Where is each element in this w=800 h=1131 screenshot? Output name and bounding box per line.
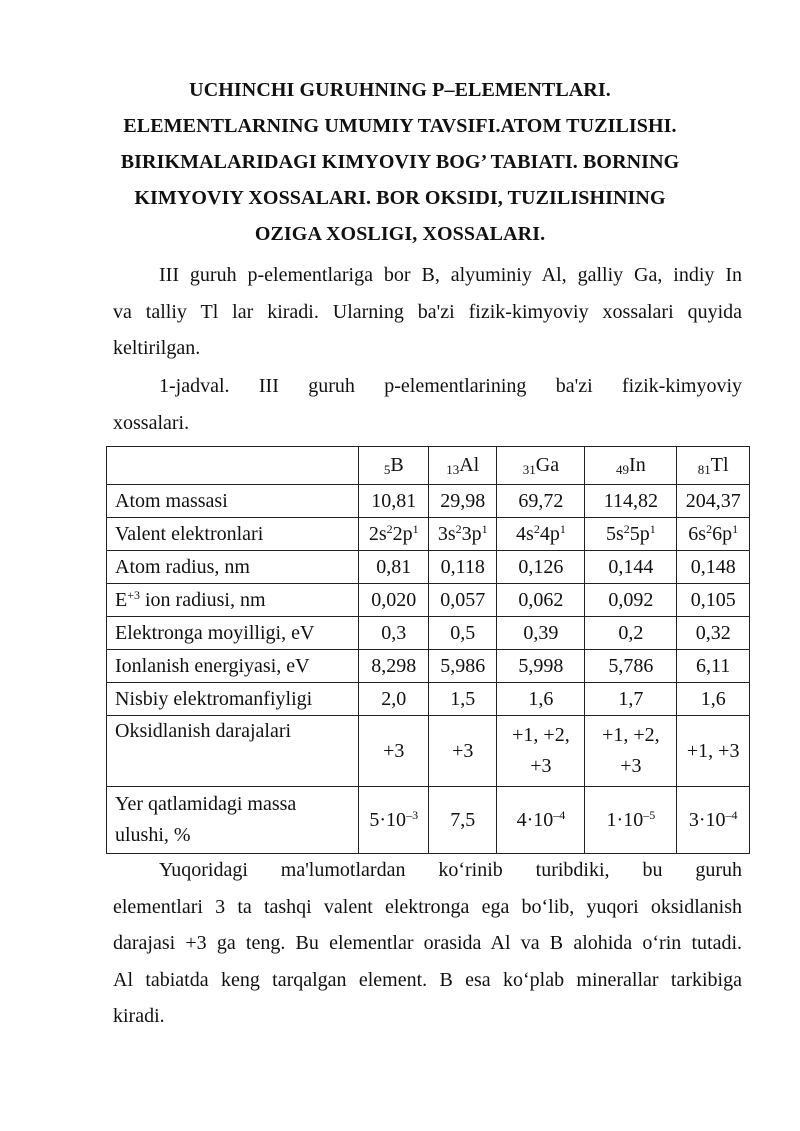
- table-cell: 7,5: [428, 787, 496, 854]
- table-corner-cell: [107, 447, 359, 485]
- paragraph-line: Al tabiatda keng tarqalgan element. B esa ko‘plab minerallar tarkibiga: [113, 968, 742, 991]
- row-label: Oksidlanish darajalari: [107, 716, 359, 787]
- table-cell: $1\cdot 10^{-5}$: [585, 787, 677, 854]
- table-header-row: [107, 447, 750, 485]
- title-line: KIMYOVIY XOSSALARI. BOR OKSIDI, TUZILISHINING: [134, 187, 666, 209]
- table-cell: 6,11: [677, 650, 750, 683]
- table-cell: +3: [428, 716, 496, 787]
- table-cell: $4s^24p^1$: [497, 518, 585, 551]
- table-cell: 1,6: [677, 683, 750, 716]
- conclusion-paragraph: [113, 852, 742, 1035]
- table-cell: 0,144: [585, 551, 677, 584]
- table-cell: 0,062: [497, 584, 585, 617]
- table-row: [107, 584, 750, 617]
- table-cell: $5\cdot 10^{-3}$: [359, 787, 429, 854]
- intro-paragraph: [113, 257, 742, 367]
- table-cell: 1,7: [585, 683, 677, 716]
- table-cell: 5,786: [585, 650, 677, 683]
- row-label: $E^{+3}$ ion radiusi, nm: [107, 584, 359, 617]
- paragraph-line: keltirilgan.: [113, 337, 201, 359]
- table-cell: 0,3: [359, 617, 429, 650]
- paragraph-line: Yuqoridagi ma'lumotlardan ko‘rinib turibdiki, bu guruh: [159, 859, 742, 881]
- table-row: [107, 485, 750, 518]
- table-cell: +1, +2, +3: [585, 716, 677, 787]
- table-cell: 69,72: [497, 485, 585, 518]
- table-cell: 0,092: [585, 584, 677, 617]
- paragraph-line: va talliy Tl lar kiradi. Ularning ba'zi fizik-kimyoviy xossalari quyida: [113, 300, 742, 323]
- paragraph-line: elementlari 3 ta tashqi valent elektronga ega bo‘lib, yuqori oksidlanish: [113, 895, 742, 918]
- table-cell: +1, +2, +3: [497, 716, 585, 787]
- table-cell: 2,0: [359, 683, 429, 716]
- page-title: [100, 72, 700, 252]
- element-header-cell: $_{81}$Tl: [677, 447, 750, 485]
- table-cell: 0,81: [359, 551, 429, 584]
- table-cell: $3\cdot 10^{-4}$: [677, 787, 750, 854]
- table-cell: 1,6: [497, 683, 585, 716]
- table-cell: 0,020: [359, 584, 429, 617]
- properties-table: [106, 446, 750, 854]
- table-cell: 0,057: [428, 584, 496, 617]
- title-line: UCHINCHI GURUHNING P–ELEMENTLARI.: [189, 79, 611, 101]
- table-cell: 0,2: [585, 617, 677, 650]
- row-label: Atom radius, nm: [107, 551, 359, 584]
- table-cell: +1, +3: [677, 716, 750, 787]
- table-cell: 114,82: [585, 485, 677, 518]
- paragraph-line: kiradi.: [113, 1005, 165, 1027]
- table-cell: $2s^22p^1$: [359, 518, 429, 551]
- table-cell: 0,5: [428, 617, 496, 650]
- table-row: [107, 518, 750, 551]
- row-label: Ionlanish energiyasi, eV: [107, 650, 359, 683]
- table-cell: 0,32: [677, 617, 750, 650]
- row-label: Elektronga moyilligi, eV: [107, 617, 359, 650]
- caption-line: 1-jadval. III guruh p-elementlarining ba'zi fizik-kimyoviy: [159, 375, 742, 397]
- row-label: Nisbiy elektromanfiyligi: [107, 683, 359, 716]
- table-row: [107, 650, 750, 683]
- table-row: [107, 683, 750, 716]
- table-cell: 0,126: [497, 551, 585, 584]
- table-cell: 5,986: [428, 650, 496, 683]
- element-header-cell: $_{49}$In: [585, 447, 677, 485]
- title-line: BIRIKMALARIDAGI KIMYOVIY BOG’ TABIATI. BORNING: [120, 151, 680, 173]
- element-header-cell: $_5$B: [359, 447, 429, 485]
- table-caption: [113, 368, 742, 441]
- table-cell: 0,39: [497, 617, 585, 650]
- table-cell: 0,118: [428, 551, 496, 584]
- caption-line: xossalari.: [113, 411, 190, 434]
- table-row: [107, 551, 750, 584]
- paragraph-line: darajasi +3 ga teng. Bu elementlar orasida Al va B alohida o‘rin tutadi.: [113, 932, 742, 954]
- row-label: Yer qatlamidagi massa ulushi, %: [107, 787, 359, 854]
- table-cell: $3s^23p^1$: [428, 518, 496, 551]
- element-header-cell: $_{13}$Al: [428, 447, 496, 485]
- title-line: ELEMENTLARNING UMUMIY TAVSIFI.ATOM TUZILISHI.: [123, 115, 677, 137]
- table-cell: $5s^25p^1$: [585, 518, 677, 551]
- table-row: [107, 617, 750, 650]
- table-cell: 204,37: [677, 485, 750, 518]
- table-cell: 0,105: [677, 584, 750, 617]
- table-cell: 1,5: [428, 683, 496, 716]
- element-header-cell: $_{31}$Ga: [497, 447, 585, 485]
- table-cell: $6s^26p^1$: [677, 518, 750, 551]
- row-label: Valent elektronlari: [107, 518, 359, 551]
- table-cell: 8,298: [359, 650, 429, 683]
- paragraph-line: III guruh p-elementlariga bor B, alyuminiy Al, galliy Ga, indiy In: [159, 264, 742, 286]
- title-line: OZIGA XOSLIGI, XOSSALARI.: [254, 223, 546, 245]
- table-cell: 5,998: [497, 650, 585, 683]
- row-label: Atom massasi: [107, 485, 359, 518]
- table-row: [107, 716, 750, 787]
- table-cell: 0,148: [677, 551, 750, 584]
- table-cell: 10,81: [359, 485, 429, 518]
- table-cell: $4\cdot 10^{-4}$: [497, 787, 585, 854]
- table-cell: 29,98: [428, 485, 496, 518]
- table-cell: +3: [359, 716, 429, 787]
- table-row: [107, 787, 750, 854]
